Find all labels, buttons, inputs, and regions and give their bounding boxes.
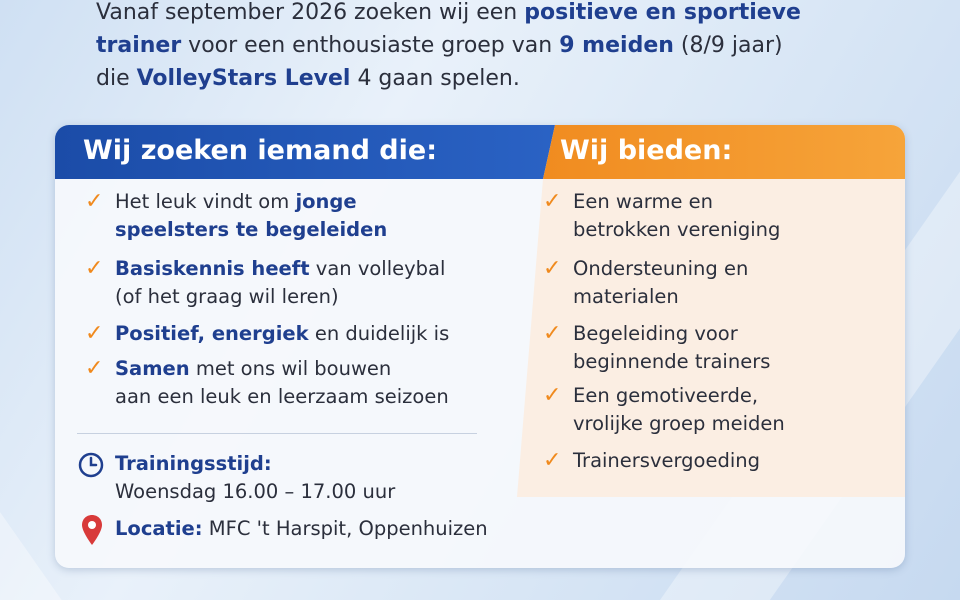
- check-icon: ✓: [85, 356, 104, 381]
- intro-text: Vanaf september 2026 zoeken wij een positieve en sportieve trainer voor een enthousiaste groep van 9 meiden (8/9 jaar) die VolleyStars Level 4 gaan spelen.: [96, 0, 801, 91]
- list-item: ✓ Trainersvergoeding: [543, 448, 761, 473]
- list-item: ✓ Ondersteuning en materialen: [543, 256, 749, 308]
- training-label: Trainingsstijd:: [115, 452, 272, 475]
- offer-title: Wij bieden:: [560, 135, 733, 166]
- check-icon: ✓: [85, 321, 104, 346]
- check-icon: ✓: [543, 383, 562, 408]
- looking-for-title: Wij zoeken iemand die:: [83, 135, 437, 166]
- list-item: ✓ Het leuk vindt om jonge speelsters te begeleiden: [85, 189, 388, 241]
- check-icon: ✓: [543, 448, 562, 473]
- list-item: ✓ Een gemotiveerde, vrolijke groep meiden: [543, 383, 785, 435]
- location-pin-icon: [81, 514, 103, 546]
- location-info: [115, 515, 488, 543]
- info-card: [55, 125, 905, 568]
- list-item: ✓ Een warme en betrokken vereniging: [543, 189, 781, 241]
- list-item: ✓ Begeleiding voor beginnende trainers: [543, 321, 771, 373]
- offer-panel: [517, 125, 905, 497]
- list-item: ✓ Samen met ons wil bouwen aan een leuk en leerzaam seizoen: [85, 356, 449, 408]
- check-icon: ✓: [543, 256, 562, 281]
- divider: [77, 433, 477, 434]
- list-item: ✓ Positief, energiek en duidelijk is: [85, 321, 450, 346]
- check-icon: ✓: [543, 189, 562, 214]
- check-icon: ✓: [543, 321, 562, 346]
- location-label: Locatie:: [115, 517, 203, 540]
- list-item: ✓ Basiskennis heeft van volleybal (of het graag wil leren): [85, 256, 446, 308]
- location-value: MFC 't Harspit, Oppenhuizen: [202, 517, 488, 540]
- training-time: Woensdag 16.00 – 17.00 uur: [115, 480, 396, 503]
- check-icon: ✓: [85, 256, 104, 281]
- check-icon: ✓: [85, 189, 104, 214]
- clock-icon: [77, 451, 105, 479]
- training-info: [115, 450, 395, 506]
